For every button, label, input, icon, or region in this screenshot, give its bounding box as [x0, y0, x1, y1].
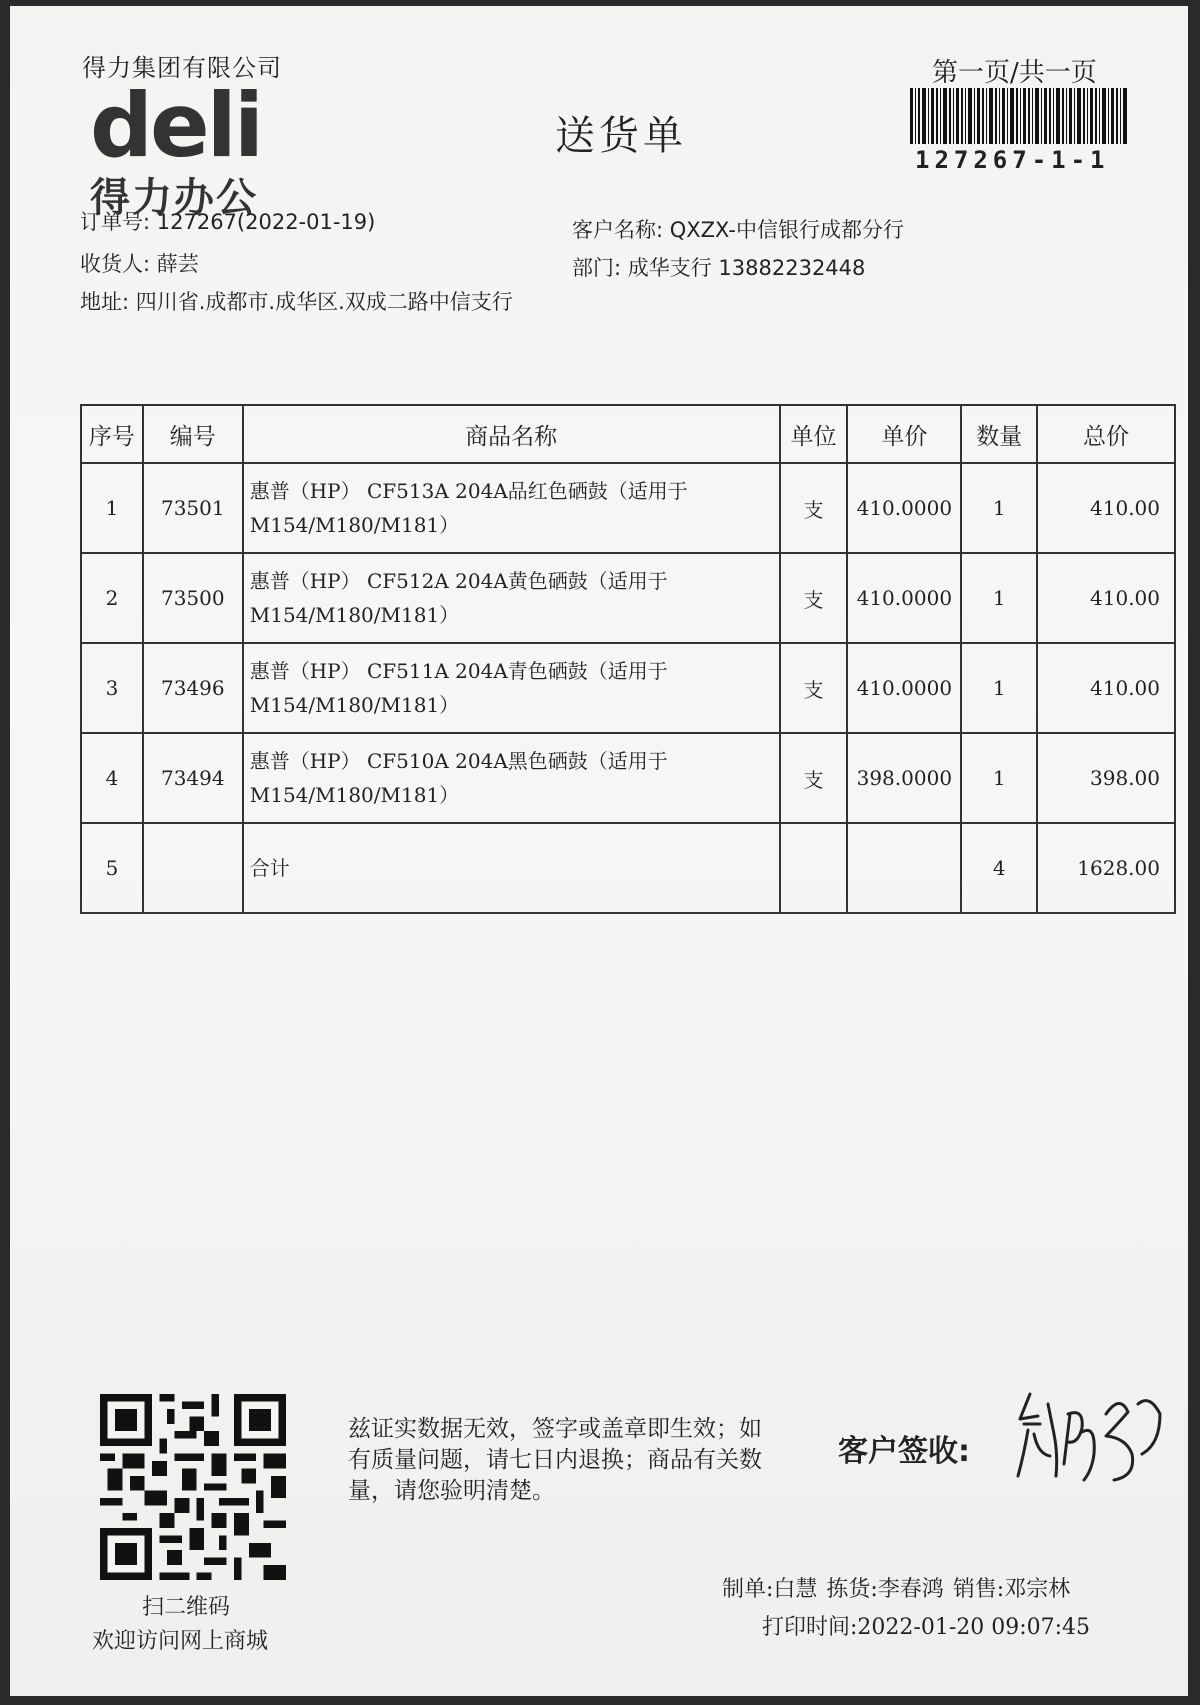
cell-price: 410.0000 — [847, 643, 961, 733]
col-header-unit: 单位 — [780, 405, 848, 463]
department: 部门: 成华支行 13882232448 — [572, 256, 866, 280]
cell-total: 1628.00 — [1037, 823, 1175, 913]
cell-seq: 3 — [81, 643, 143, 733]
notice-text: 兹证实数据无效，签字或盖章即生效；如有质量问题，请七日内退换；商品有关数量，请您验明清楚。 — [348, 1416, 762, 1504]
cell-price: 398.0000 — [847, 733, 961, 823]
barcode-number: 127267-1-1 — [915, 146, 1110, 174]
col-header-total: 总价 — [1037, 405, 1175, 463]
cell-code: 73494 — [143, 733, 243, 823]
cell-price: 410.0000 — [847, 553, 961, 643]
table-row — [81, 733, 1175, 823]
table-row — [81, 553, 1175, 643]
cell-total: 410.00 — [1037, 643, 1175, 733]
cell-code: 73501 — [143, 463, 243, 553]
cell-seq: 1 — [81, 463, 143, 553]
cell-name: 合计 — [243, 823, 780, 913]
delivery-note-paper — [10, 6, 1188, 1696]
handwritten-signature — [1010, 1384, 1170, 1494]
company-name: 得力集团有限公司 — [82, 54, 282, 82]
cell-total: 410.00 — [1037, 463, 1175, 553]
cell-unit: 支 — [780, 463, 848, 553]
cell-unit: 支 — [780, 643, 848, 733]
cell-unit: 支 — [780, 553, 848, 643]
cell-seq: 5 — [81, 823, 143, 913]
cell-name: 惠普（HP） CF512A 204A黄色硒鼓（适用于M154/M180/M181） — [243, 553, 780, 643]
address: 地址: 四川省.成都市.成华区.双成二路中信支行 — [80, 290, 513, 314]
cell-qty: 1 — [961, 553, 1037, 643]
qr-code-icon — [100, 1394, 286, 1580]
col-header-price: 单价 — [847, 405, 961, 463]
cell-qty: 1 — [961, 643, 1037, 733]
deli-logo: deli — [90, 74, 262, 177]
cell-code: 73500 — [143, 553, 243, 643]
col-header-code: 编号 — [143, 405, 243, 463]
barcode-icon — [910, 88, 1128, 144]
cell-name: 惠普（HP） CF511A 204A青色硒鼓（适用于M154/M180/M181） — [243, 643, 780, 733]
order-number: 订单号: 127267(2022-01-19) — [80, 210, 376, 234]
cell-total: 398.00 — [1037, 733, 1175, 823]
cell-total: 410.00 — [1037, 553, 1175, 643]
cell-price: 410.0000 — [847, 463, 961, 553]
cell-qty: 1 — [961, 733, 1037, 823]
staff-info: 制单:白慧 拣货:李春鸿 销售:邓宗林 — [722, 1577, 1071, 1602]
cell-seq: 2 — [81, 553, 143, 643]
qr-caption-welcome: 欢迎访问网上商城 — [92, 1629, 269, 1654]
table-row — [81, 643, 1175, 733]
cell-code: 73496 — [143, 643, 243, 733]
cell-seq: 4 — [81, 733, 143, 823]
goods-table — [80, 404, 1176, 914]
table-summary-row — [81, 823, 1175, 913]
customer-sign-label: 客户签收: — [838, 1434, 970, 1469]
table-row — [81, 463, 1175, 553]
customer-name: 客户名称: QXZX-中信银行成都分行 — [572, 218, 904, 242]
document-title: 送货单 — [555, 113, 687, 159]
col-header-seq: 序号 — [81, 405, 143, 463]
cell-unit: 支 — [780, 733, 848, 823]
page-indicator: 第一页/共一页 — [932, 58, 1097, 88]
col-header-qty: 数量 — [961, 405, 1037, 463]
cell-name: 惠普（HP） CF510A 204A黑色硒鼓（适用于M154/M180/M181） — [243, 733, 780, 823]
table-header-row — [81, 405, 1175, 463]
cell-qty: 4 — [961, 823, 1037, 913]
qr-caption-scan: 扫二维码 — [142, 1595, 231, 1620]
cell-price — [847, 823, 961, 913]
cell-code — [143, 823, 243, 913]
col-header-name: 商品名称 — [243, 405, 780, 463]
cell-unit — [780, 823, 848, 913]
receiver: 收货人: 薛芸 — [80, 252, 199, 276]
cell-qty: 1 — [961, 463, 1037, 553]
cell-name: 惠普（HP） CF513A 204A品红色硒鼓（适用于M154/M180/M181） — [243, 463, 780, 553]
print-time: 打印时间:2022-01-20 09:07:45 — [762, 1615, 1091, 1640]
logo-subtitle: 得力办公 — [90, 175, 258, 221]
